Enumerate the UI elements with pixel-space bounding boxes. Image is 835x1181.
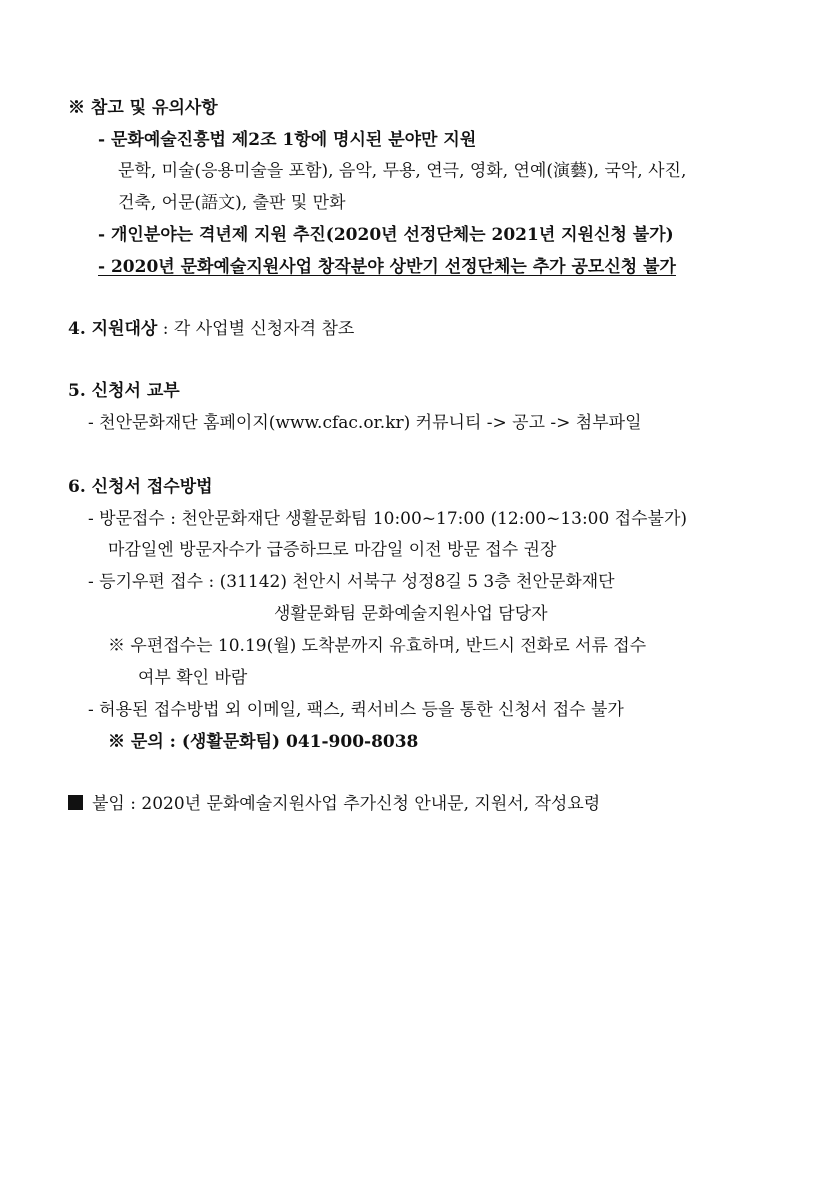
section-6-visit-line-1: - 방문접수 : 천안문화재단 생활문화팀 10:00~17:00 (12:00~13:00 접수불가) (88, 509, 688, 529)
attachment-text: 붙임 : 2020년 문화예술지원사업 추가신청 안내문, 지원서, 작성요령 (92, 794, 601, 814)
attachment-line (68, 793, 600, 815)
section-6-mail-line-2: 생활문화팀 문화예술지원사업 담당자 (274, 604, 548, 624)
section-6-contact: ※ 문의 : (생활문화팀) 041-900-8038 (108, 732, 419, 752)
notes-item-2: - 개인분야는 격년제 지원 추진(2020년 선정단체는 2021년 지원신청 불가) (98, 225, 674, 245)
black-square-icon (68, 795, 83, 810)
section-5-item-1: - 천안문화재단 홈페이지(www.cfac.or.kr) 커뮤니티 -> 공고 -> 첨부파일 (88, 413, 642, 433)
section-6-mail-note-1: ※ 우편접수는 10.19(월) 도착분까지 유효하며, 반드시 전화로 서류 접수 (108, 636, 647, 656)
section-6-mail-note-2: 여부 확인 바람 (138, 668, 248, 688)
section-6-mail-line-1: - 등기우편 접수 : (31142) 천안시 서북구 성정8길 5 3층 천안문화재단 (88, 572, 615, 592)
section-5-heading: 5. 신청서 교부 (68, 381, 180, 401)
section-6-visit-line-2: 마감일엔 방문자수가 급증하므로 마감일 이전 방문 접수 권장 (108, 540, 557, 560)
section-4-heading: 4. 지원대상 (68, 319, 158, 339)
section-4-text: : 각 사업별 신청자격 참조 (157, 319, 355, 339)
notes-item-1-detail-1: 문학, 미술(응용미술을 포함), 음악, 무용, 연극, 영화, 연예(演藝), 국악, 사진, (118, 161, 687, 181)
notes-title: ※ 참고 및 유의사항 (68, 98, 218, 118)
section-6-restriction: - 허용된 접수방법 외 이메일, 팩스, 퀵서비스 등을 통한 신청서 접수 불가 (88, 700, 624, 720)
notes-item-1-detail-2: 건축, 어문(語文), 출판 및 만화 (118, 193, 346, 213)
notes-item-1: - 문화예술진흥법 제2조 1항에 명시된 분야만 지원 (98, 130, 477, 150)
section-6-heading: 6. 신청서 접수방법 (68, 477, 213, 497)
notes-item-3: - 2020년 문화예술지원사업 창작분야 상반기 선정단체는 추가 공모신청 불가 (98, 257, 676, 277)
section-4 (68, 318, 354, 340)
